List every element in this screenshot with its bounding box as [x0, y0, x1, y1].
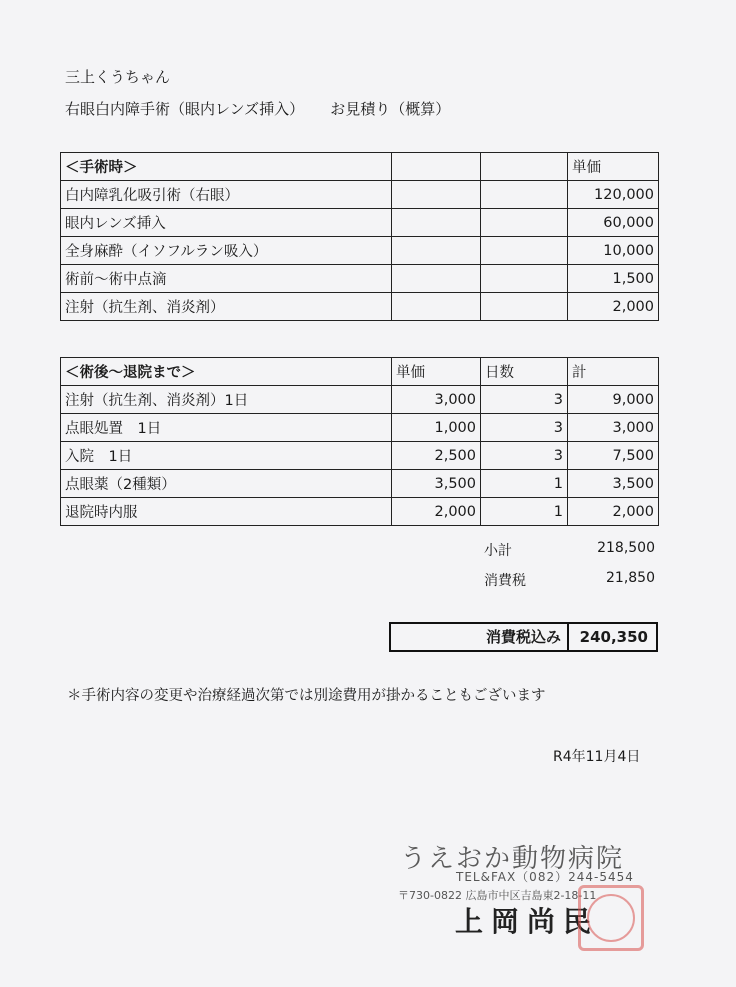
days: 3	[481, 386, 568, 414]
unit-price: 120,000	[568, 181, 659, 209]
estimate-title	[65, 98, 450, 119]
table-row	[61, 498, 659, 526]
table-header-row	[61, 358, 659, 386]
header-cell-blank	[392, 153, 481, 181]
header-unit-price: 単価	[568, 153, 659, 181]
item-name: 眼内レンズ挿入	[61, 209, 392, 237]
item-name: 点眼薬（2種類）	[61, 470, 392, 498]
unit-price: 1,000	[392, 414, 481, 442]
table-row	[61, 386, 659, 414]
section-heading-surgery: ＜手術時＞	[61, 153, 392, 181]
table-row	[61, 442, 659, 470]
item-name: 術前〜術中点滴	[61, 265, 392, 293]
header-days: 日数	[481, 358, 568, 386]
item-name: 白内障乳化吸引術（右眼）	[61, 181, 392, 209]
subtotal-label: 小計	[484, 543, 512, 559]
clinic-name-stamp: うえおか動物病院	[400, 844, 625, 874]
table-row	[61, 470, 659, 498]
unit-price: 10,000	[568, 237, 659, 265]
item-name: 全身麻酔（イソフルラン吸入）	[61, 237, 392, 265]
unit-price: 2,000	[568, 293, 659, 321]
unit-price: 3,500	[392, 470, 481, 498]
table-header-row	[61, 153, 659, 181]
subtotal-value: 218,500	[597, 540, 655, 556]
table-row	[61, 181, 659, 209]
line-total: 2,000	[568, 498, 659, 526]
grand-total-value: 240,350	[579, 628, 648, 646]
table-row	[61, 265, 659, 293]
grand-total-box	[389, 622, 658, 652]
red-seal-stamp	[578, 885, 644, 951]
days: 1	[481, 470, 568, 498]
unit-price: 2,000	[392, 498, 481, 526]
tax-label: 消費税	[484, 573, 526, 589]
estimate-label: お見積り（概算）	[330, 100, 451, 118]
post-surgery-cost-table	[60, 357, 659, 526]
unit-price: 1,500	[568, 265, 659, 293]
tax-value: 21,850	[606, 570, 655, 586]
table-row	[61, 209, 659, 237]
line-total: 7,500	[568, 442, 659, 470]
line-total: 3,000	[568, 414, 659, 442]
item-name: 入院 1日	[61, 442, 392, 470]
days: 3	[481, 414, 568, 442]
days: 1	[481, 498, 568, 526]
clinic-tel-fax: TEL&FAX（082）244-5454	[456, 870, 634, 884]
issue-date: R4年11月4日	[553, 749, 641, 765]
table-row	[61, 293, 659, 321]
surgery-cost-table	[60, 152, 659, 321]
table-row	[61, 237, 659, 265]
item-name: 注射（抗生剤、消炎剤）1日	[61, 386, 392, 414]
line-total: 3,500	[568, 470, 659, 498]
disclaimer-note: ＊手術内容の変更や治療経過次第では別途費用が掛かることもございます	[67, 688, 546, 704]
unit-price: 3,000	[392, 386, 481, 414]
item-name: 注射（抗生剤、消炎剤）	[61, 293, 392, 321]
header-unit-price: 単価	[392, 358, 481, 386]
header-cell-blank	[481, 153, 568, 181]
item-name: 点眼処置 1日	[61, 414, 392, 442]
director-name: 上岡尚民	[455, 905, 600, 938]
unit-price: 2,500	[392, 442, 481, 470]
line-total: 9,000	[568, 386, 659, 414]
header-total: 計	[568, 358, 659, 386]
surgery-name: 右眼白内障手術（眼内レンズ挿入）	[65, 100, 305, 118]
days: 3	[481, 442, 568, 470]
addressee: 三上くうちゃん	[65, 68, 171, 86]
item-name: 退院時内服	[61, 498, 392, 526]
unit-price: 60,000	[568, 209, 659, 237]
section-heading-post-surgery: ＜術後〜退院まで＞	[61, 358, 392, 386]
table-row	[61, 414, 659, 442]
grand-total-label: 消費税込み	[391, 624, 569, 650]
clinic-address: 〒730-0822 広島市中区吉島東2-18-11	[398, 889, 597, 902]
